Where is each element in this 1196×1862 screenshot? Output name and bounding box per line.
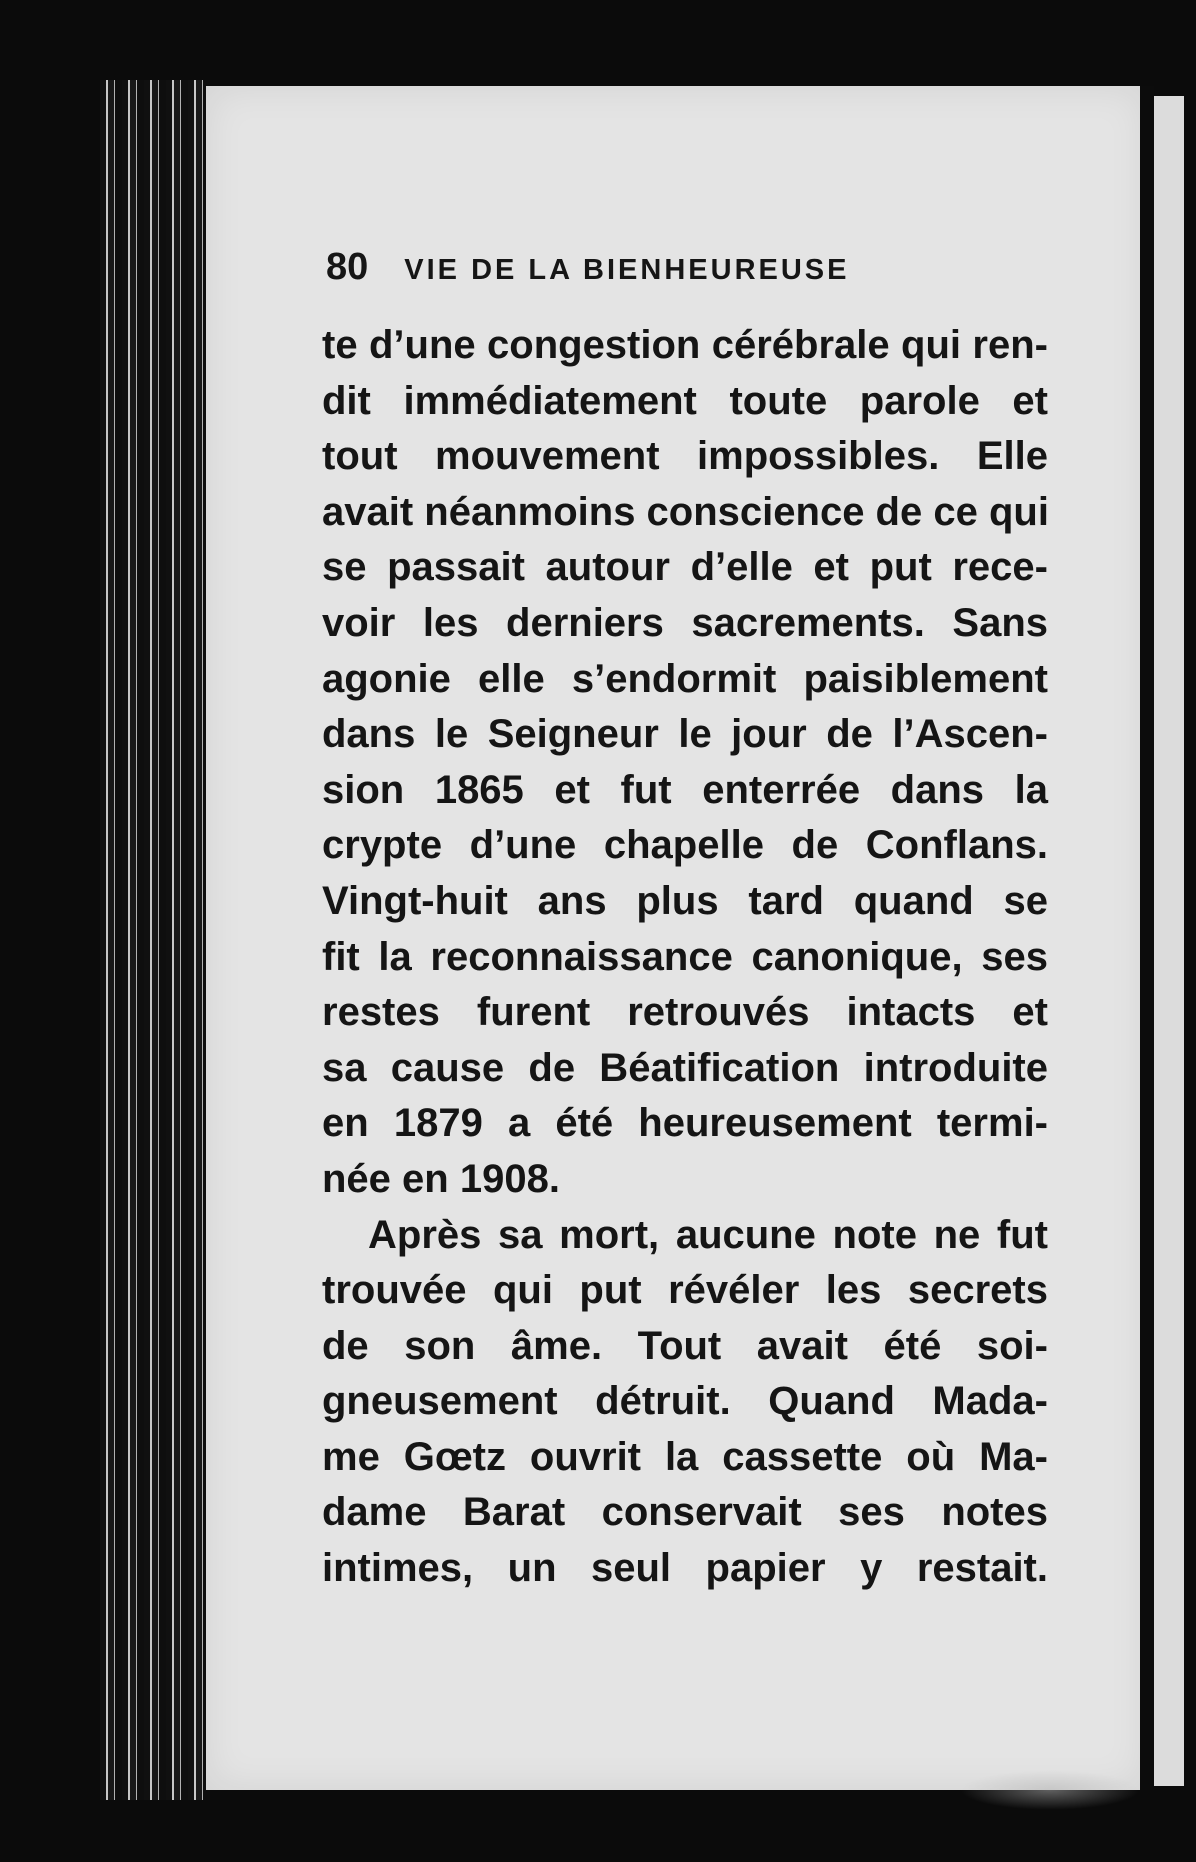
text-line: crypte d’une chapelle de Conflans.: [322, 823, 1048, 868]
page-number: 80: [326, 246, 369, 288]
text-line: sion 1865 et fut enterrée dans la: [322, 767, 1048, 812]
text-line: se passait autour d’elle et put rece-: [322, 545, 1048, 590]
paragraph-1: [322, 318, 1048, 1208]
text-line: de son âme. Tout avait été soi-: [322, 1323, 1048, 1368]
text-line: gneusement détruit. Quand Mada-: [322, 1379, 1048, 1424]
body-text: [322, 318, 1048, 1597]
right-page-edge: [1140, 86, 1154, 1790]
text-line: avait néanmoins conscience de ce qui: [322, 489, 1049, 534]
page-header: [326, 246, 1046, 296]
text-line: dame Barat conservait ses notes: [322, 1490, 1048, 1535]
text-line: en 1879 a été heureusement termi-: [322, 1101, 1048, 1146]
text-line: restes furent retrouvés intacts et: [322, 990, 1048, 1035]
text-line: trouvée qui put révéler les secrets: [322, 1268, 1048, 1313]
running-head: VIE DE LA BIENHEUREUSE: [404, 254, 850, 286]
paragraph-2: [322, 1208, 1048, 1597]
text-line: intimes, un seul papier y restait.: [322, 1546, 1048, 1591]
text-line: sa cause de Béatification introduite: [322, 1045, 1048, 1090]
text-line: fit la reconnaissance canonique, ses: [322, 934, 1048, 979]
text-line: me Gœtz ouvrit la cassette où Ma-: [322, 1434, 1048, 1479]
text-line: tout mouvement impossibles. Elle: [322, 434, 1048, 479]
text-line: te d’une congestion cérébrale qui ren-: [322, 323, 1048, 367]
text-line: dans le Seigneur le jour de l’Ascen-: [322, 712, 1048, 757]
text-line: née en 1908.: [322, 1156, 560, 1201]
page-damage: [960, 1770, 1140, 1810]
text-line: dit immédiatement toute parole et: [322, 378, 1048, 423]
text-line: Vingt-huit ans plus tard quand se: [322, 878, 1048, 923]
next-page-strip: [1154, 96, 1184, 1786]
text-line: agonie elle s’endormit paisiblement: [322, 656, 1048, 701]
page-edges: [100, 80, 210, 1800]
text-line: Après sa mort, aucune note ne fut: [368, 1212, 1048, 1257]
text-line: voir les derniers sacrements. Sans: [322, 600, 1048, 645]
